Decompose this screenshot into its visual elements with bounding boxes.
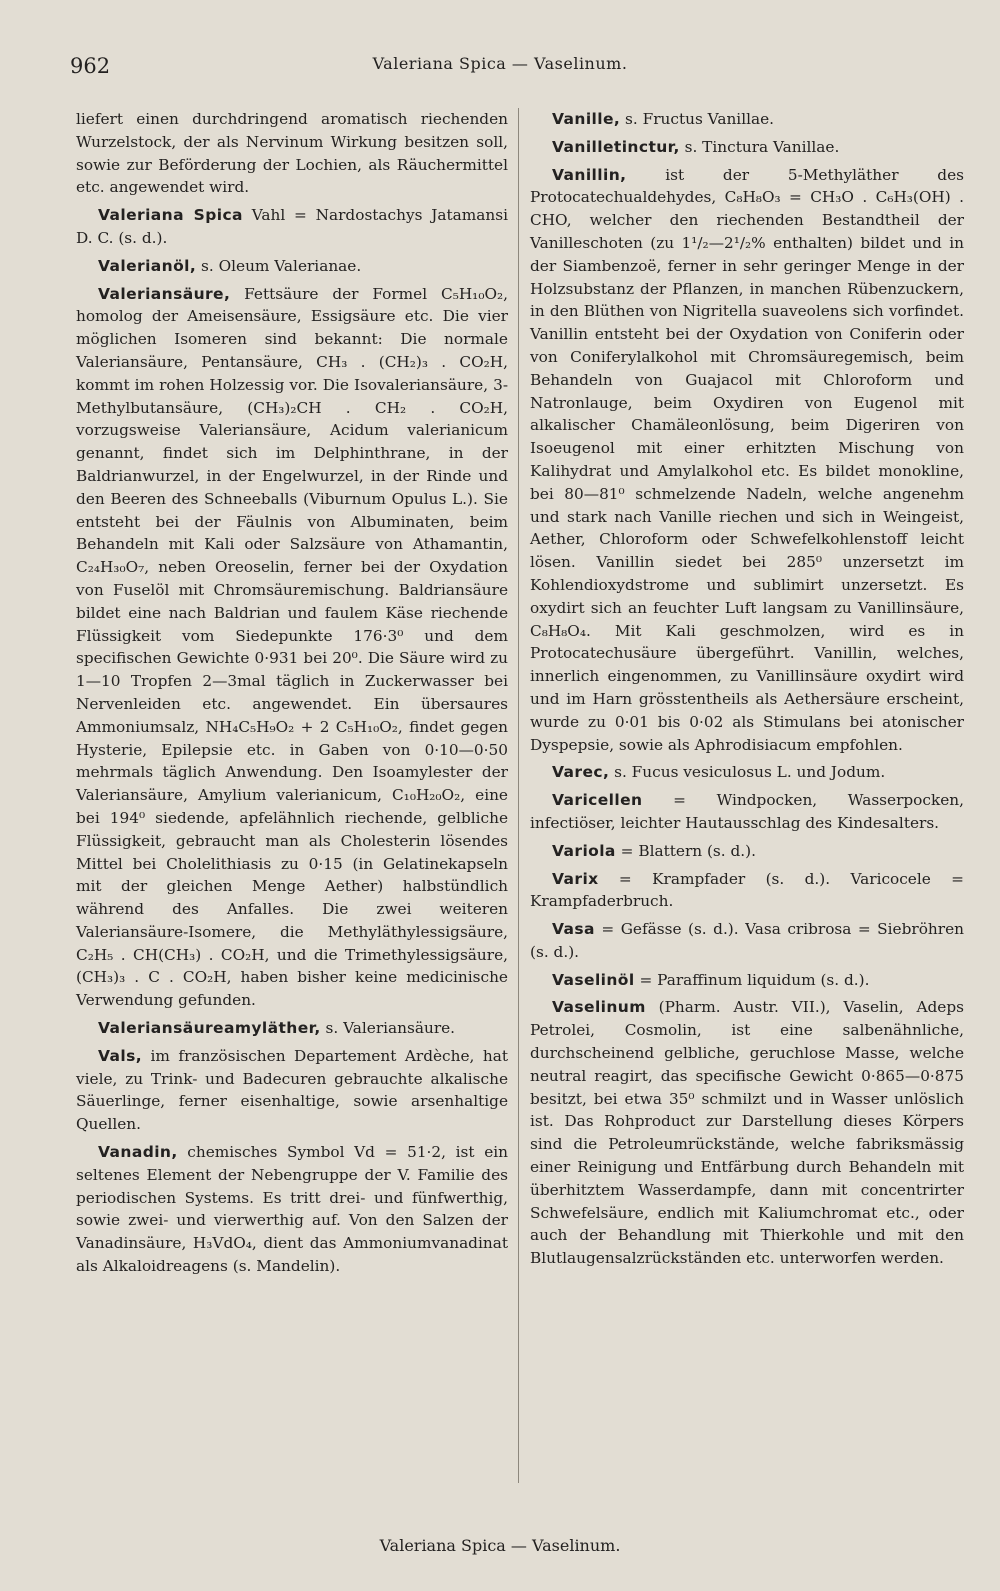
entry-varec bbox=[530, 761, 964, 784]
entry-vanille bbox=[530, 108, 964, 131]
entry-text: = Blattern (s. d.). bbox=[615, 841, 756, 860]
headword: Valeriansäureamyläther, bbox=[98, 1019, 321, 1038]
entry-text: im französischen Departement Ardèche, hat viele, zu Trink- und Badecuren gebrauchte alkalische Säuerlinge, ferner eisenhaltige, sowie arsenhaltige Quellen. bbox=[76, 1046, 508, 1134]
headword: Vanilletinctur, bbox=[552, 137, 680, 156]
headword: Vaselinum bbox=[552, 998, 646, 1017]
entry-text: chemisches Symbol Vd = 51·2, ist ein seltenes Element der Nebengruppe der V. Familie des periodischen Systems. Es tritt drei- und fünfwerthig, sowie zwei- und vierwerthig auf. Von den Salzen der Vanadinsäure, H₃VdO₄, dient das Ammoniumvanadinat als Alkaloidreagens (s. Mandelin). bbox=[76, 1143, 508, 1276]
headword: Vasa bbox=[552, 920, 595, 939]
entry-valeriansaeureamylaether bbox=[76, 1017, 508, 1040]
entry-text: Vahl = Nardostachys Jatamansi D. C. (s. d.). bbox=[76, 206, 509, 247]
headword: Valeriana Spica bbox=[98, 206, 243, 225]
entry-valerianoel bbox=[76, 255, 508, 278]
entry-text: s. Oleum Valerianae. bbox=[196, 256, 362, 275]
entry-text: s. Fructus Vanillae. bbox=[620, 110, 775, 128]
entry-vanilletinctur bbox=[530, 136, 964, 159]
headword: Varix bbox=[552, 869, 599, 888]
page-number: 962 bbox=[70, 54, 111, 78]
entry-vals bbox=[76, 1045, 508, 1136]
headword: Vanille, bbox=[552, 110, 621, 128]
intro-paragraph: liefert einen durchdringend aromatisch riechenden Wurzelstock, der als Nervinum Wirkung besitzen soll, sowie zur Beförderung der Lochien, als Räuchermittel etc. angewendet wird. bbox=[76, 110, 508, 197]
headword: Vanillin, bbox=[552, 165, 627, 184]
entry-varix bbox=[530, 868, 964, 914]
headword: Varec, bbox=[552, 763, 610, 782]
headword: Vals, bbox=[98, 1046, 143, 1065]
entry-vaselinoel bbox=[530, 969, 964, 992]
entry-text: = Paraffinum liquidum (s. d.). bbox=[634, 970, 870, 989]
entry-text: = Gefässe (s. d.). Vasa cribrosa = Siebröhren (s. d.). bbox=[530, 920, 964, 961]
entry-text: = Windpocken, Wasserpocken, infectiöser, leichter Hautausschlag des Kindesalters. bbox=[530, 791, 964, 832]
entry-valeriana-spica bbox=[76, 204, 508, 250]
headword: Varicellen bbox=[552, 791, 643, 810]
entry-vaselinum bbox=[530, 996, 964, 1270]
right-column bbox=[530, 108, 964, 1275]
entry-text: s. Tinctura Vanillae. bbox=[679, 137, 840, 156]
entry-variola bbox=[530, 840, 964, 863]
headword: Vaselinöl bbox=[552, 970, 635, 989]
entry-vasa bbox=[530, 918, 964, 964]
entry-text: (Pharm. Austr. VII.), Vaselin, Adeps Petrolei, Cosmolin, ist eine salbenähnliche, durchscheinend gelbliche, geruchlose Masse, welche neutral reagirt, das specifische Gewicht 0·865—0·875 besitzt, bei etwa 35⁰ schmilzt und in Wasser unlöslich ist. Das Rohproduct zur Darstellung dieses Körpers sind die Petroleumrückstände, welche fabriksmässig einer Reinigung und Entfärbung durch Behandeln mit überhitztem Wasserdampfe, dann mit concentrirter Schwefelsäure, endlich mit Kaliumchromat etc., oder auch der Behandlung mit Thierkohle und mit den Blutlaugensalzrückständen etc. unterworfen werden. bbox=[530, 998, 964, 1268]
headword: Variola bbox=[552, 841, 616, 860]
entry-valeriansaeure bbox=[76, 283, 508, 1013]
entry-vanadin bbox=[76, 1141, 508, 1278]
left-column bbox=[76, 108, 508, 1283]
entry-varicellen bbox=[530, 789, 964, 835]
entry-text: s. Fucus vesiculosus L. und Jodum. bbox=[609, 763, 886, 782]
entry-text: = Krampfader (s. d.). Varicocele = Krampfaderbruch. bbox=[530, 869, 964, 911]
entry-text: Fettsäure der Formel C₅H₁₀O₂, homolog der Ameisensäure, Essigsäure etc. Die vier möglichen Isomeren sind bekannt: Die normale Valeriansäure, Pentansäure, CH₃ . (CH₂)₃ . CO₂H, kommt im rohen Holzessig vor. Die Isovaleriansäure, 3-Methylbutansäure, (CH₃)₂CH . CH₂ . CO₂H, vorzugsweise Valeriansäure, Acidum valerianicum genannt, findet sich im Delphinthrane, in der Baldrianwurzel, in der Engelwurzel, in der Rinde und den Beeren des Schneeballs (Viburnum Opulus L.). Sie entsteht bei der Fäulnis von Albuminaten, beim Behandeln mit Kali oder Salzsäure von Athamantin, C₂₄H₃₀O₇, neben Oreoselin, ferner bei der Oxydation von Fuselöl mit Chromsäuremischung. Baldriansäure bildet eine nach Baldrian und faulem Käse riechende Flüssigkeit vom Siedepunkte 176·3⁰ und dem specifischen Gewichte 0·931 bei 20⁰. Die Säure wird zu 1—10 Tropfen 2—3mal täglich in Zuckerwasser bei Nervenleiden etc. angewendet. Ein übersaures Ammoniumsalz, NH₄C₅H₉O₂ + 2 C₅H₁₀O₂, findet gegen Hysterie, Epilepsie etc. in Gaben von 0·10—0·50 mehrmals täglich Anwendung. Den Isoamylester der Valeriansäure, Amylium valerianicum, C₁₀H₂₀O₂, eine bei 194⁰ siedende, apfelähnlich riechende, gelbliche Flüssigkeit, gebraucht man als Cholesterin lösendes Mittel bei Cholelithiasis zu 0·15 (in Gelatinekapseln mit der gleichen Menge Aether) halbstündlich während des Anfalles. Die zwei weiteren Valeriansäure-Isomere, die Methyläthylessigsäure, C₂H₅ . CH(CH₃) . CO₂H, und die Trimethylessigsäure, (CH₃)₃ . C . CO₂H, haben bisher keine medicinische Verwendung gefunden. bbox=[76, 284, 508, 1010]
running-foot: Valeriana Spica — Vaselinum. bbox=[379, 1536, 621, 1555]
headword: Valerianöl, bbox=[98, 256, 197, 275]
headword: Valeriansäure, bbox=[98, 284, 231, 303]
entry-text: s. Valeriansäure. bbox=[320, 1019, 456, 1038]
column-divider bbox=[518, 108, 519, 1483]
entry-vanillin bbox=[530, 164, 964, 757]
running-head: Valeriana Spica — Vaselinum. bbox=[372, 54, 628, 73]
headword: Vanadin, bbox=[98, 1143, 178, 1162]
entry-text: ist der 5-Methyläther des Protocatechualdehydes, C₈H₈O₃ = CH₃O . C₆H₃(OH) . CHO, welcher den riechenden Bestandtheil der Vanilleschoten (zu 1¹/₂—2¹/₂% enthalten) bildet und in der Siambenzoë, ferner in sehr geringer Menge in der Holzsubstanz der Pflanzen, in manchen Rübenzuckern, in den Blüthen von Nigritella suaveolens sich vorfindet. Vanillin entsteht bei der Oxydation von Coniferin oder von Coniferylalkohol mit Chromsäuregemisch, beim Behandeln von Guajacol mit Chloroform und Natronlauge, beim Oxydiren von Eugenol mit alkalischer Chamäleonlösung, beim Digeriren von Isoeugenol mit einer erhitzten Mischung von Kalihydrat und Amylalkohol etc. Es bildet monokline, bei 80—81⁰ schmelzende Nadeln, welche angenehm und stark nach Vanille riechen und sich in Weingeist, Aether, Chloroform oder Schwefelkohlenstoff leicht lösen. Vanillin siedet bei 285⁰ unzersetzt im Kohlendioxydstrome und sublimirt unzersetzt. Es oxydirt sich an feuchter Luft langsam zu Vanillinsäure, C₈H₈O₄. Mit Kali geschmolzen, wird es in Protocatechusäure übergeführt. Vanillin, welches, innerlich eingenommen, zu Vanillinsäure oxydirt wird und im Harn grösstentheils als Aethersäure erscheint, wurde zu 0·01 bis 0·02 als Stimulans bei atonischer Dyspepsie, sowie als Aphrodisiacum empfohlen. bbox=[530, 165, 964, 754]
